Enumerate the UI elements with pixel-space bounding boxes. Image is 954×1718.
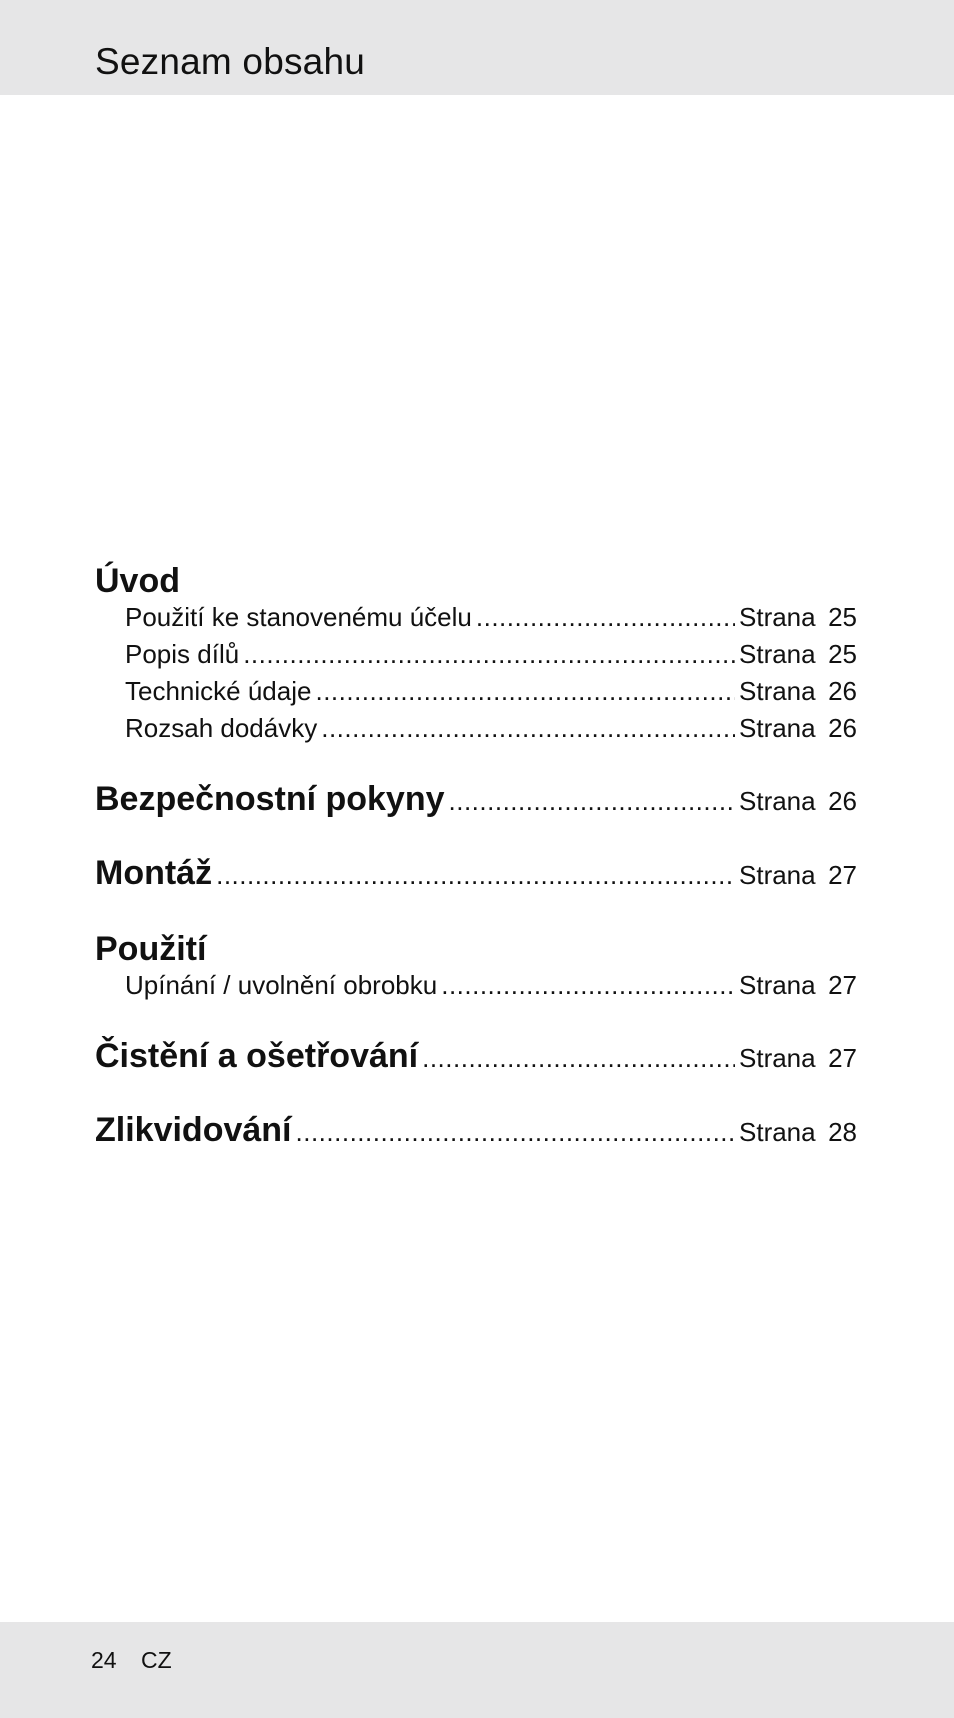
toc-entry-label: Použití ke stanovenému účelu (125, 602, 472, 632)
page-number: 26 (828, 786, 857, 816)
section-heading-uvod: Úvod (95, 562, 180, 600)
dot-leader (422, 1043, 735, 1074)
toc-entry-label: Rozsah dodávky (125, 713, 318, 743)
toc-entry-label: Upínání / uvolnění obrobku (125, 970, 438, 1000)
toc-entry-label: Technické údaje (125, 676, 312, 706)
page-number: 25 (828, 602, 857, 632)
dot-leader (315, 676, 735, 707)
page-word: Strana (739, 786, 816, 816)
page-word: Strana (739, 713, 816, 743)
page-number: 27 (828, 1043, 857, 1073)
toc-entry[interactable] (95, 639, 857, 676)
dot-leader (441, 970, 735, 1001)
dot-leader (216, 860, 735, 891)
dot-leader (321, 713, 735, 744)
page-word: Strana (739, 676, 816, 706)
dot-leader (243, 639, 735, 670)
page-word: Strana (739, 1043, 816, 1073)
page-word: Strana (739, 639, 816, 669)
toc-entry-montaz[interactable] (95, 854, 857, 898)
footer-page-number: 24 (91, 1647, 117, 1673)
toc-entry-label: Zlikvidování (95, 1111, 292, 1149)
page-title: Seznam obsahu (95, 41, 366, 82)
footer-language: CZ (141, 1647, 172, 1673)
toc-entry-bezpecnostni-pokyny[interactable] (95, 780, 857, 824)
section-heading-pouziti: Použití (95, 930, 207, 968)
page-number: 26 (828, 676, 857, 706)
page-number: 25 (828, 639, 857, 669)
page-word: Strana (739, 1117, 816, 1147)
toc-entry[interactable] (95, 602, 857, 639)
page-number: 27 (828, 970, 857, 1000)
toc-entry-label: Montáž (95, 854, 213, 892)
page-number: 27 (828, 860, 857, 890)
dot-leader (449, 786, 735, 817)
toc-entry-label: Bezpečnostní pokyny (95, 780, 445, 818)
page-word: Strana (739, 602, 816, 632)
dot-leader (476, 602, 735, 633)
page-word: Strana (739, 970, 816, 1000)
toc-entry-label: Popis dílů (125, 639, 240, 669)
table-of-contents (95, 560, 857, 1155)
toc-entry[interactable] (95, 676, 857, 713)
dot-leader (296, 1117, 736, 1148)
toc-entry-zlikvidovani[interactable] (95, 1111, 857, 1155)
toc-entry[interactable] (95, 970, 857, 1007)
page-word: Strana (739, 860, 816, 890)
toc-entry-label: Čistění a ošetřování (95, 1037, 419, 1075)
page-number: 28 (828, 1117, 857, 1147)
toc-entry-cisteni[interactable] (95, 1037, 857, 1081)
page-number: 26 (828, 713, 857, 743)
toc-entry[interactable] (95, 713, 857, 750)
